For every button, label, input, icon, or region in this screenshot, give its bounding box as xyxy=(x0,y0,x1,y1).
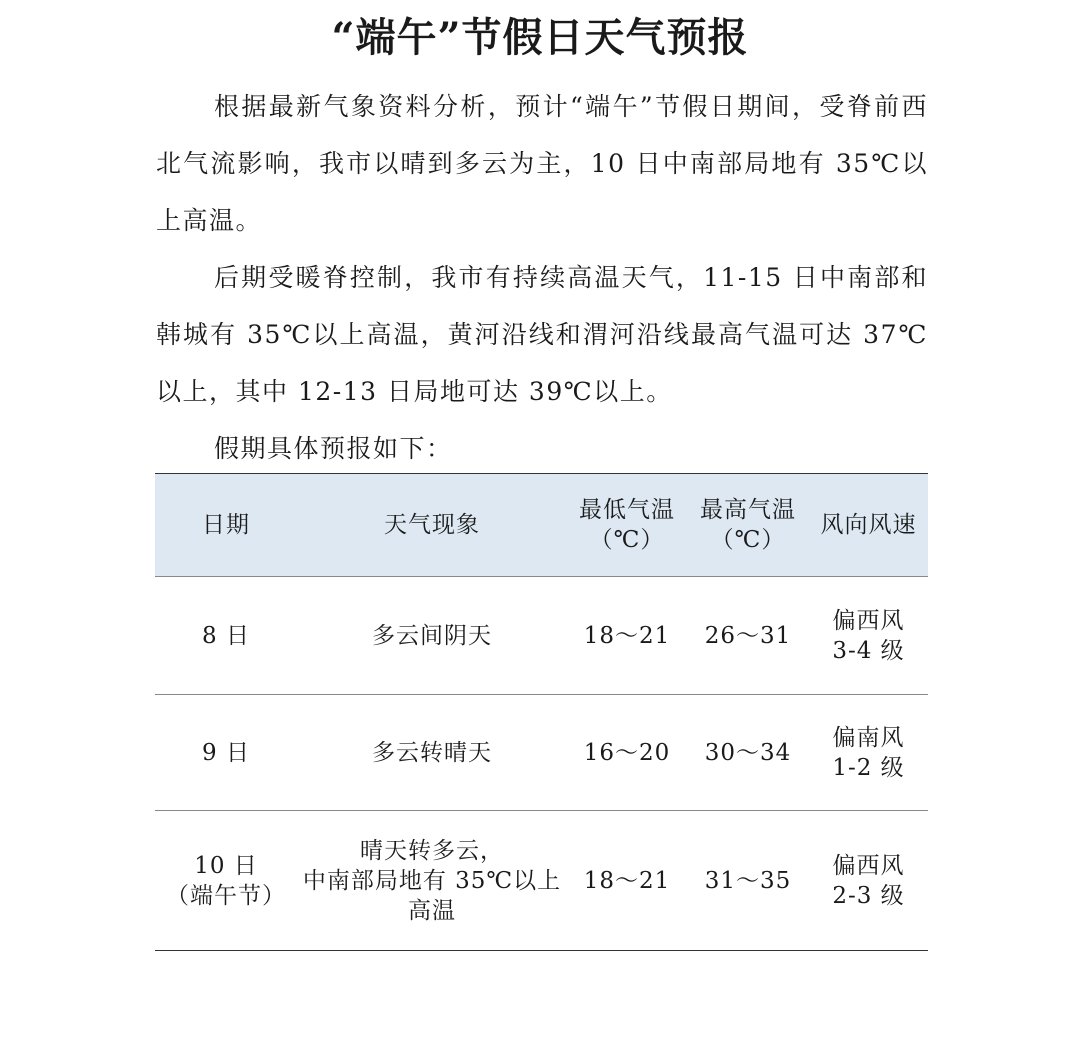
cell-date-line: 8 日 xyxy=(202,622,250,649)
header-high-temp xyxy=(687,474,809,577)
cell-low-temp: 16～20 xyxy=(583,739,671,766)
table-row xyxy=(155,811,928,951)
header-high-temp-unit: （℃） xyxy=(710,527,786,553)
header-high-temp-label: 最高气温 xyxy=(700,497,796,523)
table-row xyxy=(155,695,928,811)
cell-low-temp: 18～21 xyxy=(583,622,671,649)
cell-weather-line: 高温 xyxy=(408,897,456,924)
header-weather: 天气现象 xyxy=(384,512,480,538)
cell-wind xyxy=(809,695,928,811)
cell-date-line: 10 日 xyxy=(194,852,258,879)
cell-weather xyxy=(297,577,567,695)
cell-wind-direction: 偏南风 xyxy=(832,724,905,751)
cell-high-temp: 30～34 xyxy=(704,739,792,766)
cell-wind xyxy=(809,577,928,695)
cell-wind xyxy=(809,811,928,951)
header-low-temp-unit: （℃） xyxy=(589,527,665,553)
cell-wind-level: 3-4 级 xyxy=(832,637,905,664)
document-title: “端午”节假日天气预报 xyxy=(331,14,749,61)
header-low-temp-label: 最低气温 xyxy=(579,497,675,523)
table-header-row xyxy=(155,474,928,577)
header-date: 日期 xyxy=(202,512,250,538)
cell-weather xyxy=(297,811,567,951)
cell-date xyxy=(155,811,297,951)
table-row xyxy=(155,577,928,695)
cell-weather-line: 中南部局地有 35℃以上 xyxy=(302,867,562,894)
forecast-body xyxy=(156,78,928,477)
cell-wind-level: 2-3 级 xyxy=(832,882,905,909)
cell-weather xyxy=(297,695,567,811)
forecast-table xyxy=(155,473,928,951)
cell-date-holiday: （端午节） xyxy=(166,882,286,909)
cell-weather-line: 晴天转多云， xyxy=(360,837,504,864)
cell-date xyxy=(155,577,297,695)
paragraph-overview: 根据最新气象资料分析，预计“端午”节假日期间，受脊前西北气流影响，我市以晴到多云为主，10 日中南部局地有 35℃以上高温。 xyxy=(156,92,928,235)
cell-low-temp: 18～21 xyxy=(583,867,671,894)
header-low-temp xyxy=(567,474,687,577)
header-wind: 风向风速 xyxy=(820,512,917,538)
cell-weather-line: 多云转晴天 xyxy=(372,739,492,766)
cell-date xyxy=(155,695,297,811)
paragraph-heat-outlook: 后期受暖脊控制，我市有持续高温天气，11-15 日中南部和韩城有 35℃以上高温，黄河沿线和渭河沿线最高气温可达 37℃以上，其中 12-13 日局地可达 39℃以上。 xyxy=(156,263,928,406)
paragraph-table-intro: 假期具体预报如下： xyxy=(214,434,453,463)
cell-date-line: 9 日 xyxy=(202,739,250,766)
cell-weather-line: 多云间阴天 xyxy=(372,622,492,649)
cell-high-temp: 31～35 xyxy=(704,867,792,894)
cell-high-temp: 26～31 xyxy=(704,622,792,649)
cell-wind-direction: 偏西风 xyxy=(832,852,905,879)
cell-wind-level: 1-2 级 xyxy=(832,754,905,781)
cell-wind-direction: 偏西风 xyxy=(832,607,905,634)
